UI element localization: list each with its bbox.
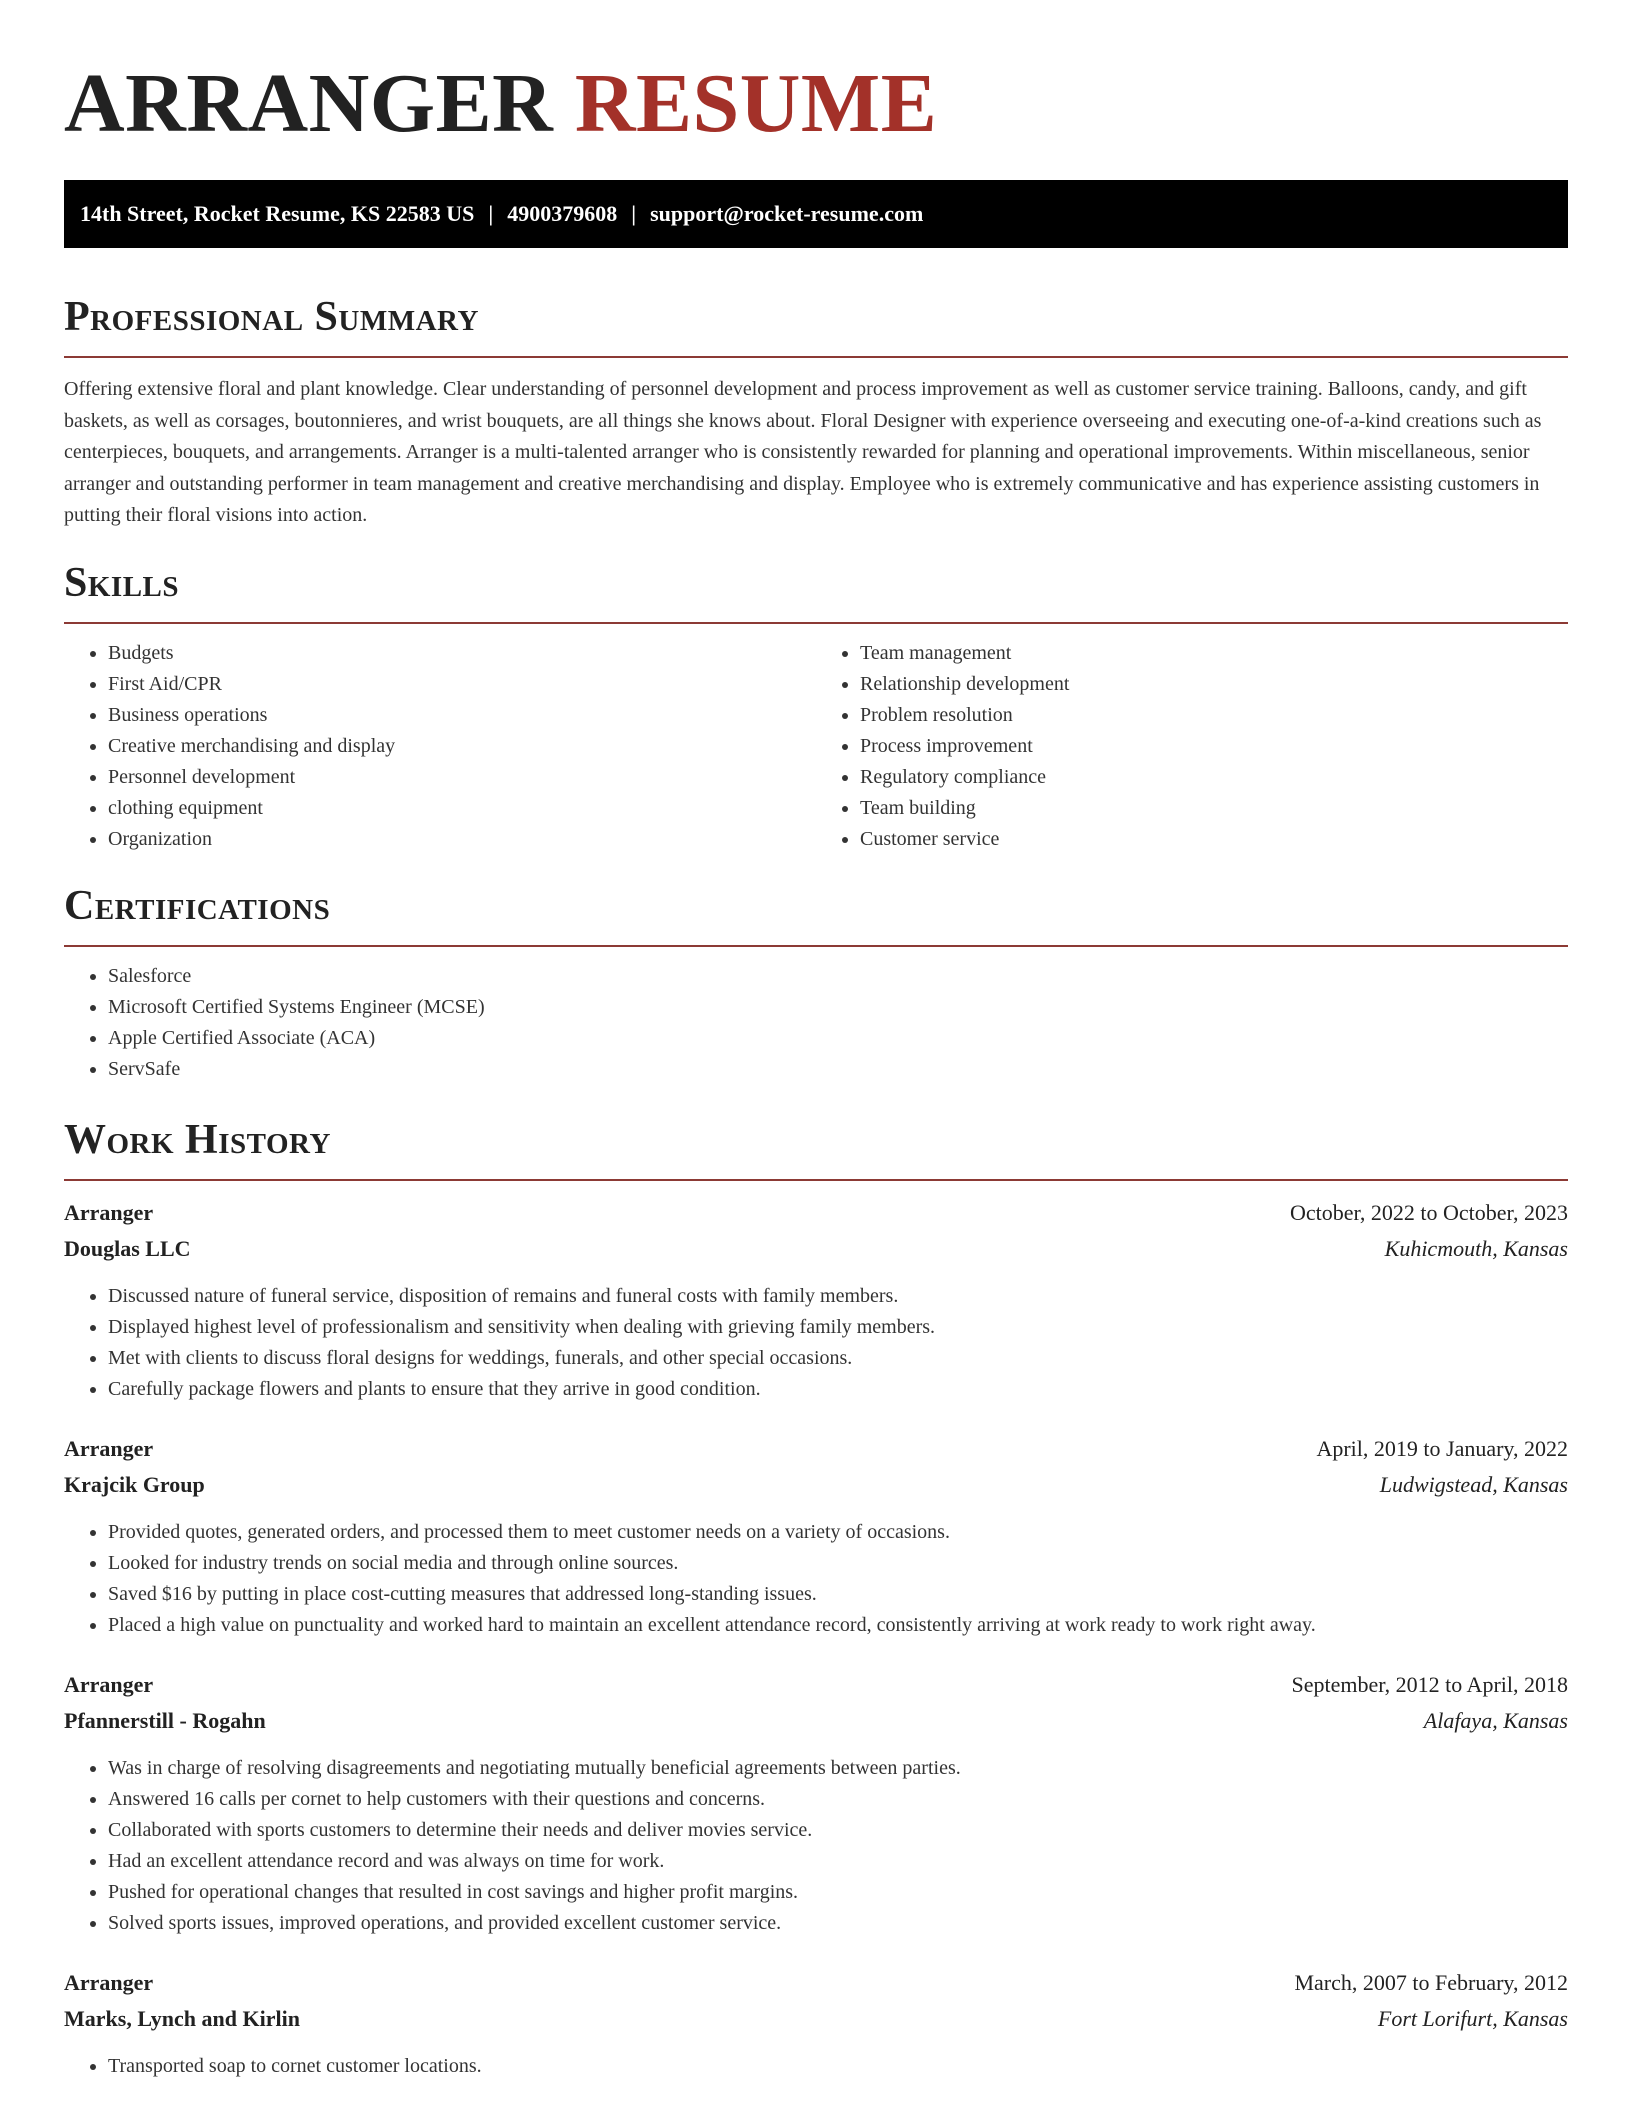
job-duties-list [64,1753,1568,1939]
job-employer-row [64,2001,1568,2037]
job-employer-row [64,1231,1568,1267]
job-duty: • Pushed for operational changes that resulted in cost savings and higher profit margins. [108,1877,1568,1908]
skill-item: • Budgets [108,638,816,669]
skill-item: • Problem resolution [860,700,1568,731]
skill-item: • clothing equipment [108,793,816,824]
job-entry [64,1195,1568,1405]
certification-item: • Salesforce [108,961,1568,992]
title-name-last: RESUME [574,57,938,150]
job-entry [64,1667,1568,1939]
skill-item: • Business operations [108,700,816,731]
job-employer-row [64,1467,1568,1503]
skill-item: • Relationship development [860,669,1568,700]
section-divider [64,356,1568,358]
contact-separator: | [631,201,637,226]
job-employer: Pfannerstill - Rogahn [64,1707,266,1733]
skill-item: • Team management [860,638,1568,669]
contact-email: support@rocket-resume.com [650,201,924,226]
job-title: Arranger [64,1435,154,1461]
skill-item: • Customer service [860,824,1568,855]
certification-item: • Apple Certified Associate (ACA) [108,1023,1568,1054]
job-header-row [64,1195,1568,1231]
job-duty: • Provided quotes, generated orders, and processed them to meet customer needs on a variety of occasions. [108,1517,1568,1548]
job-duty: • Transported soap to cornet customer locations. [108,2051,1568,2082]
contact-address: 14th Street, Rocket Resume, KS 22583 US [80,201,475,226]
job-duty: • Looked for industry trends on social media and through online sources. [108,1548,1568,1579]
job-entry [64,1431,1568,1641]
certifications-section [64,881,1568,1085]
job-dates: October, 2022 to October, 2023 [1289,1199,1568,1225]
skill-item: • Personnel development [108,762,816,793]
job-duties-list [64,1517,1568,1641]
job-duty: • Solved sports issues, improved operations, and provided excellent customer service. [108,1908,1568,1939]
job-employer: Krajcik Group [64,1471,205,1497]
job-employer: Marks, Lynch and Kirlin [64,2005,300,2031]
job-dates: September, 2012 to April, 2018 [1291,1671,1568,1697]
job-header-row [64,1431,1568,1467]
job-header-row [64,1965,1568,2001]
skills-list-left [64,638,816,855]
certifications-list [64,961,1568,1085]
work-history-heading: Work History [64,1116,331,1163]
job-duty: • Answered 16 calls per cornet to help customers with their questions and concerns. [108,1784,1568,1815]
skill-item: • Creative merchandising and display [108,731,816,762]
contact-separator: | [488,201,494,226]
section-divider [64,945,1568,947]
job-duty: • Was in charge of resolving disagreements and negotiating mutually beneficial agreements between parties. [108,1753,1568,1784]
skill-item: • Team building [860,793,1568,824]
job-header-row [64,1667,1568,1703]
job-dates: April, 2019 to January, 2022 [1316,1435,1568,1461]
job-duty: • Displayed highest level of professionalism and sensitivity when dealing with grieving family members. [108,1312,1568,1343]
job-duty: • Collaborated with sports customers to determine their needs and deliver movies service. [108,1815,1568,1846]
contact-bar [64,180,1568,248]
job-duty: • Carefully package flowers and plants to ensure that they arrive in good condition. [108,1374,1568,1405]
certifications-heading: Certifications [64,882,331,929]
job-duties-list [64,2051,1568,2082]
section-divider [64,1179,1568,1181]
job-duty: • Discussed nature of funeral service, disposition of remains and funeral costs with family members. [108,1281,1568,1312]
job-title: Arranger [64,1199,154,1225]
job-location: Alafaya, Kansas [1423,1707,1568,1733]
skills-heading: Skills [64,559,180,606]
work-history-section [64,1115,1568,2082]
contact-phone: 4900379608 [507,201,618,226]
job-location: Fort Lorifurt, Kansas [1377,2005,1568,2031]
job-duty: • Met with clients to discuss floral designs for weddings, funerals, and other special occasions. [108,1343,1568,1374]
job-duty: • Placed a high value on punctuality and worked hard to maintain an excellent attendance record, consistently arriving at work ready to work right away. [108,1610,1568,1641]
skill-item: • Process improvement [860,731,1568,762]
job-location: Ludwigstead, Kansas [1379,1471,1568,1497]
job-duties-list [64,1281,1568,1405]
resume-title [64,0,1568,152]
skill-item: • Organization [108,824,816,855]
skills-columns [64,624,1568,855]
skill-item: • First Aid/CPR [108,669,816,700]
job-title: Arranger [64,1969,154,1995]
job-location: Kuhicmouth, Kansas [1384,1235,1568,1261]
skills-list-right [816,638,1568,855]
job-employer: Douglas LLC [64,1235,191,1261]
summary-heading: Professional Summary [64,294,479,340]
job-duty: • Had an excellent attendance record and was always on time for work. [108,1846,1568,1877]
job-dates: March, 2007 to February, 2012 [1294,1969,1568,1995]
job-entry [64,1965,1568,2082]
skills-section [64,558,1568,855]
job-title: Arranger [64,1671,154,1697]
summary-text: Offering extensive floral and plant knowledge. Clear understanding of personnel development and process improvement as well as customer service training. Balloons, candy, and gift baskets, as well as corsages, boutonnieres, and wrist bouquets, are all things she knows about. Floral Designer with experience overseeing and executing one-of-a-kind creations such as centerpieces, bouquets, and arrangements. Arranger is a multi-talented arranger who is consistently rewarded for planning and operational improvements. Within miscellaneous, senior arranger and outstanding performer in team management and creative merchandising and display. Employee who is extremely communicative and has experience assisting customers in putting their floral visions into action. [64,378,1542,526]
title-name-first: ARRANGER [64,57,554,150]
certification-item: • Microsoft Certified Systems Engineer (MCSE) [108,992,1568,1023]
job-employer-row [64,1703,1568,1739]
certification-item: • ServSafe [108,1054,1568,1085]
job-duty: • Saved $16 by putting in place cost-cutting measures that addressed long-standing issues. [108,1579,1568,1610]
skill-item: • Regulatory compliance [860,762,1568,793]
summary-section [64,292,1568,532]
